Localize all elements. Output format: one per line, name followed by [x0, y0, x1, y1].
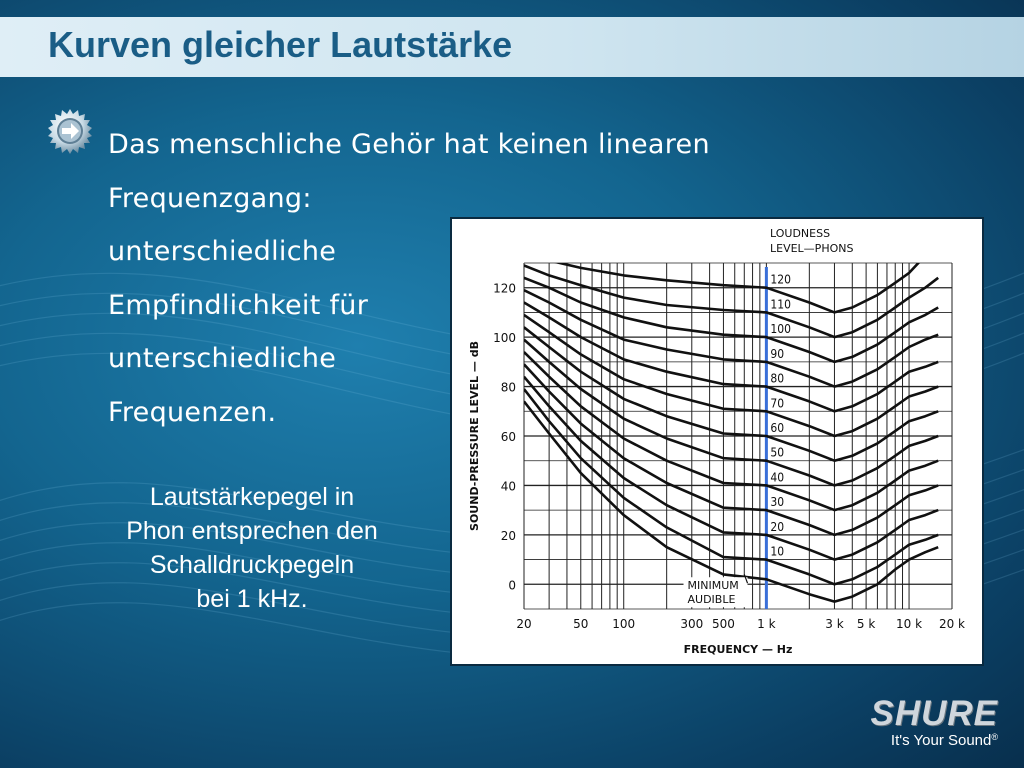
phon-label: 30	[770, 495, 785, 510]
phon-label: 20	[770, 519, 785, 534]
slide-title: Kurven gleicher Lautstärke	[48, 24, 513, 65]
y-tick-label: 80	[500, 380, 516, 395]
annotation-line: MINIMUM	[687, 579, 739, 593]
body-line: unterschiedliche	[108, 236, 337, 267]
logo-wordmark: SHURE	[870, 694, 998, 733]
legend-title-line: LOUDNESS	[770, 227, 831, 240]
x-axis-label: FREQUENCY — Hz	[683, 643, 793, 656]
y-tick-label: 40	[500, 479, 516, 494]
annotation-line: AUDIBLE	[687, 593, 736, 607]
body-line: Das menschliche Gehör hat keinen linearen	[108, 129, 710, 160]
phon-label: 100	[770, 322, 791, 337]
x-tick-label: 5 k	[856, 617, 876, 631]
loudness-chart-svg	[452, 219, 982, 664]
y-tick-label: 120	[493, 281, 516, 296]
x-tick-label: 500	[711, 617, 735, 631]
body-line: Empfindlichkeit für	[108, 289, 369, 321]
body-line: Frequenzen.	[108, 396, 277, 428]
phon-label: 120	[770, 272, 791, 287]
phon-label: 40	[770, 470, 785, 485]
phon-label: 70	[770, 396, 785, 411]
loudness-curve-30	[524, 364, 938, 535]
x-tick-label: 50	[573, 617, 589, 631]
registered-mark: ®	[991, 732, 998, 742]
x-tick-label: 100	[612, 617, 636, 631]
phon-label: 80	[770, 371, 785, 386]
y-tick-label: 0	[508, 578, 516, 593]
loudness-chart	[450, 217, 984, 666]
note-line: Lautstärkepegel in	[149, 483, 355, 511]
loudness-curve-110	[524, 266, 938, 338]
phon-label: 60	[770, 421, 785, 435]
y-tick-label: 20	[500, 528, 516, 543]
tagline-text: It's Your Sound	[890, 732, 992, 749]
x-tick-label: 300	[680, 617, 704, 631]
shure-logo	[826, 696, 998, 749]
note-line: Schalldruckpegeln	[149, 551, 355, 579]
arrow-bullet-icon	[47, 108, 93, 154]
body-line: unterschiedliche	[108, 343, 337, 374]
y-tick-label: 60	[500, 430, 516, 444]
x-tick-label: 3 k	[825, 617, 844, 631]
phon-label: 110	[770, 297, 791, 312]
note-line: Phon entsprechen den	[126, 517, 378, 545]
loudness-curve-minimum-audible	[524, 401, 938, 601]
x-tick-label: 10 k	[896, 617, 923, 631]
note-line: bei 1 kHz.	[196, 585, 308, 613]
phon-label: 10	[770, 544, 785, 559]
legend-title-line: LEVEL—PHONS	[770, 242, 854, 255]
x-tick-label: 1 k	[757, 617, 776, 631]
y-tick-label: 100	[493, 331, 516, 346]
body-line: Frequenzgang:	[108, 182, 312, 214]
logo-tagline	[826, 732, 998, 749]
x-tick-label: 20	[516, 617, 532, 631]
x-tick-label: 20 k	[938, 617, 966, 631]
phon-label: 50	[770, 445, 785, 460]
loudness-curve-120	[524, 246, 938, 313]
y-axis-label: SOUND-PRESSURE LEVEL — dB	[468, 341, 481, 531]
phon-label: 90	[770, 346, 785, 361]
phon-note	[72, 480, 432, 616]
